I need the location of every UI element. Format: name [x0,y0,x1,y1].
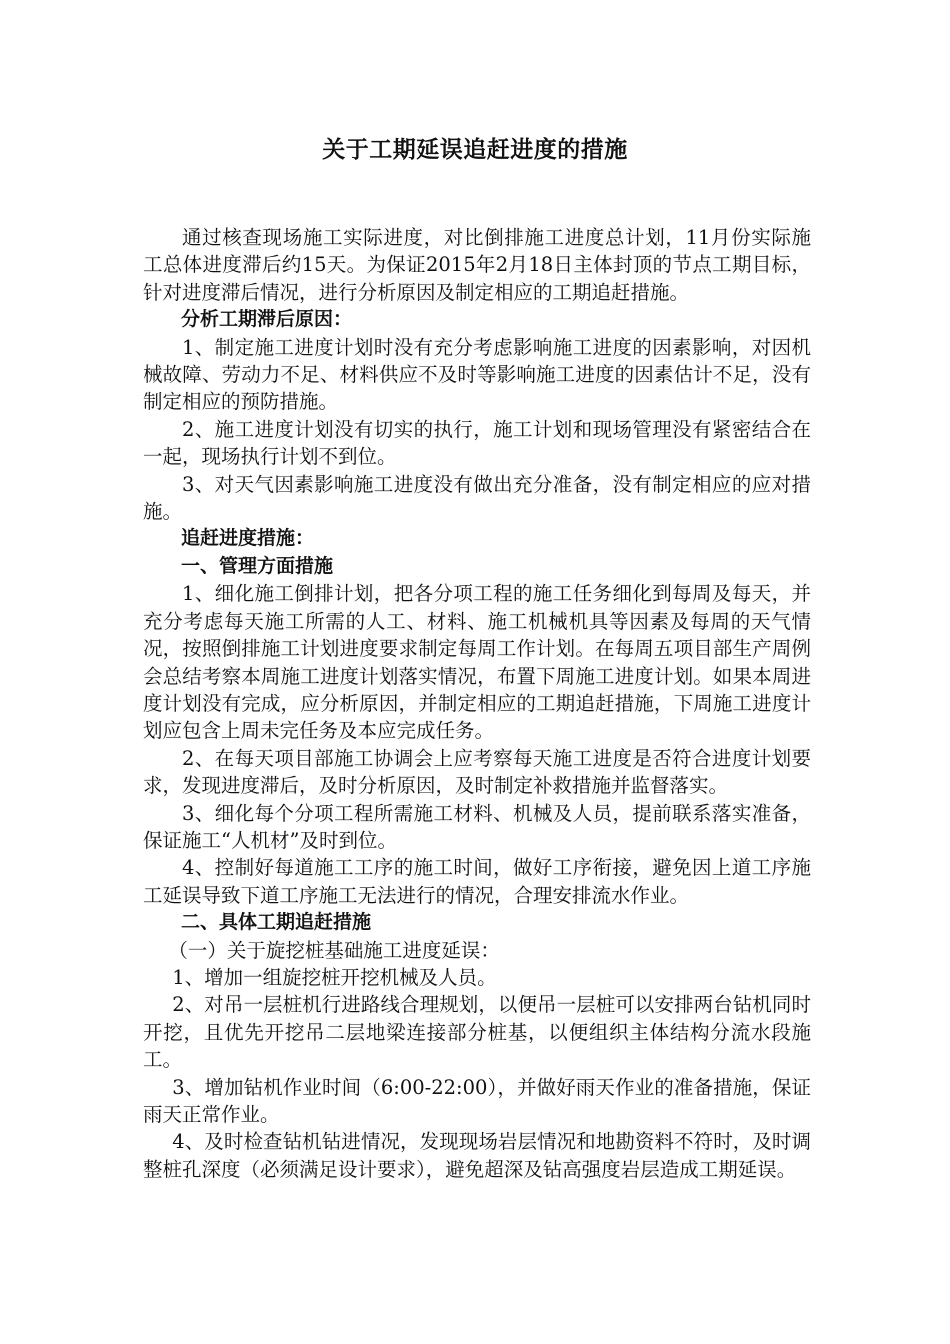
measures-heading: 追赶进度措施： [181,527,315,550]
cause-heading: 分析工期滞后原因： [181,308,353,331]
cause-item: 1、制定施工进度计划时没有充分考虑影响施工进度的因素影响，对因机械故障、劳动力不足、材料供应不及时等影响施工进度的因素估计不足，没有制定相应的预防措施。 [143,335,811,414]
section2-item: 1、增加一组旋挖桩开挖机械及人员。 [172,965,497,989]
section1-item: 1、细化施工倒排计划，把各分项工程的施工任务细化到每周及每天，并充分考虑每天施工所需的人工、材料、施工机械机具等因素及每周的天气情况，按照倒排施工计划进度要求制定每周工作计划。在每周五项目部生产周例会总结考察本周施工进度计划落实情况，布置下周施工进度计划。如果本周进度计划没有完成，应分析原因，并制定相应的工期追赶措施，下周施工进度计划应包含上周未完任务及本应完成任务。 [143,582,811,743]
section1-item: 3、细化每个分项工程所需施工材料、机械及人员，提前联系落实准备，保证施工“人机材”及时到位。 [143,801,811,852]
section2-item: 2、对吊一层桩机行进路线合理规划，以便吊一层桩可以安排两台钻机同时开挖，且优先开挖吊二层地梁连接部分桩基，以便组织主体结构分流水段施工。 [143,993,811,1072]
section1-heading: 一、管理方面措施 [181,554,334,577]
intro-paragraph: 通过核查现场施工实际进度，对比倒排施工进度总计划，11月份实际施工总体进度滞后约15天。为保证2015年2月18日主体封顶的节点工期目标，针对进度滞后情况，进行分析原因及制定相应的工期追赶措施。 [143,226,811,304]
section2-heading: 二、具体工期追赶措施 [181,911,372,934]
section1-item: 2、在每天项目部施工协调会上应考察每天施工进度是否符合进度计划要求，发现进度滞后，及时分析原因，及时制定补救措施并监督落实。 [143,746,811,798]
cause-item: 2、施工进度计划没有切实的执行，施工计划和现场管理没有紧密结合在一起，现场执行计划不到位。 [143,417,811,469]
document-title: 关于工期延误追赶进度的措施 [322,137,628,163]
section2-sub-heading: （一）关于旋挖桩基础施工进度延误： [168,938,500,962]
document-body [143,224,811,1183]
cause-item: 3、对天气因素影响施工进度没有做出充分准备，没有制定相应的应对措施。 [143,472,811,524]
section2-item: 4、及时检查钻机钻进情况，发现现场岩层情况和地勘资料不符时，及时调整桩孔深度（必须满足设计要求），避免超深及钻高强度岩层造成工期延误。 [143,1130,811,1181]
section1-item: 4、控制好每道施工工序的施工时间，做好工序衔接，避免因上道工序施工延误导致下道工序施工无法进行的情况，合理安排流水作业。 [143,856,811,907]
section2-item: 3、增加钻机作业时间（6:00-22:00），并做好雨天作业的准备措施，保证雨天正常作业。 [143,1075,811,1126]
